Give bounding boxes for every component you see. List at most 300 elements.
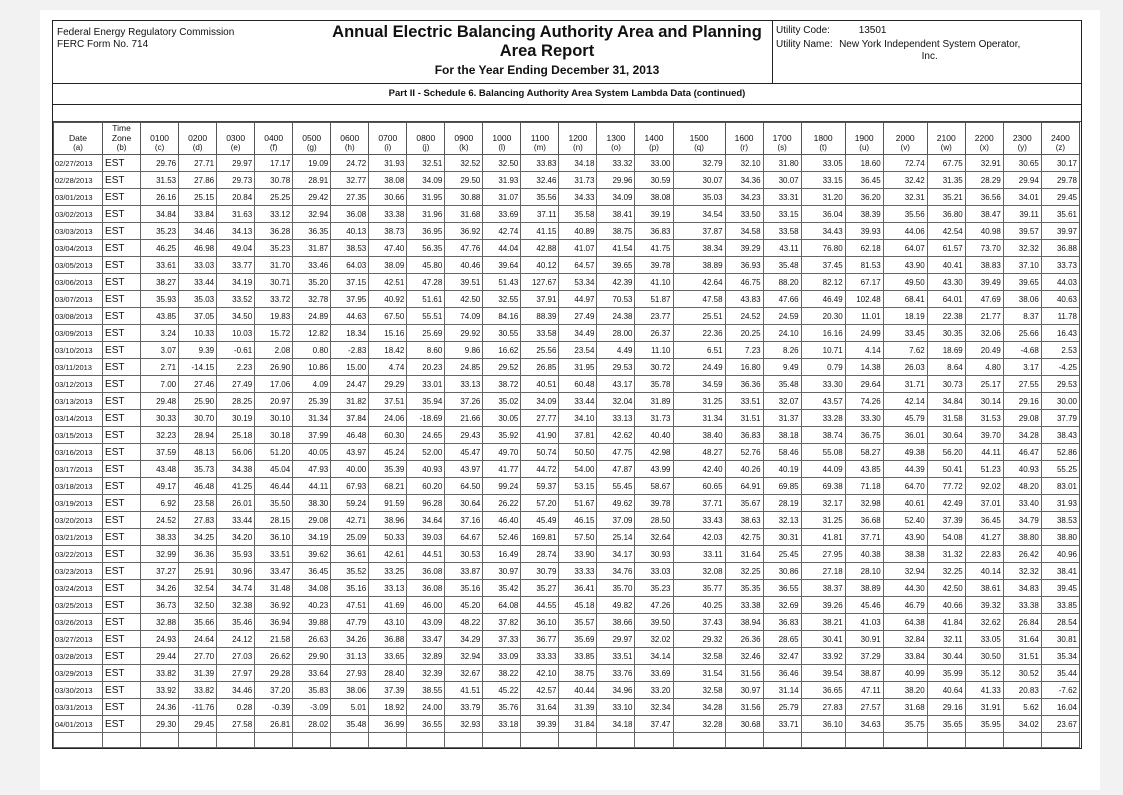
lambda-value-cell: 36.88 [1041,240,1079,257]
lambda-value-cell: 42.64 [673,274,725,291]
lambda-value-cell: 34.08 [293,580,331,597]
lambda-value-cell: 40.38 [845,546,883,563]
lambda-value-cell: 43.30 [927,274,965,291]
lambda-value-cell: 39.45 [1041,580,1079,597]
lambda-value-cell: 59.24 [331,495,369,512]
lambda-value-cell: 16.49 [483,546,521,563]
lambda-value-cell: 34.63 [845,716,883,733]
lambda-value-cell: 39.64 [483,257,521,274]
lambda-value-cell: 39.54 [801,665,845,682]
lambda-value-cell: 25.56 [521,342,559,359]
lambda-value-cell: 39.50 [635,614,673,631]
lambda-value-cell: 38.75 [597,223,635,240]
lambda-value-cell: 31.56 [725,665,763,682]
lambda-value-cell: 30.96 [217,563,255,580]
header-spacer [53,105,1081,122]
lambda-value-cell: 36.88 [369,631,407,648]
lambda-value-cell: 25.91 [179,563,217,580]
lambda-value-cell: 16.43 [1041,325,1079,342]
lambda-value-cell: 28.50 [635,512,673,529]
lambda-value-cell: 40.05 [293,444,331,461]
lambda-value-cell: 37.29 [845,648,883,665]
lambda-value-cell: 42.71 [331,512,369,529]
lambda-value-cell: 34.28 [1003,427,1041,444]
lambda-value-cell: 25.09 [331,529,369,546]
lambda-value-cell: 40.63 [1041,291,1079,308]
lambda-value-cell: 82.12 [801,274,845,291]
lambda-value-cell: 31.32 [927,546,965,563]
lambda-value-cell: 28.25 [217,393,255,410]
column-letter: (c) [154,143,165,152]
lambda-value-cell: 37.71 [673,495,725,512]
lambda-value-cell: 29.50 [445,172,483,189]
lambda-value-cell: 31.95 [407,189,445,206]
lambda-value-cell: 33.71 [763,716,801,733]
lambda-value-cell: 33.52 [217,291,255,308]
table-row [54,206,1080,223]
lambda-value-cell: 15.72 [255,325,293,342]
lambda-value-cell: 4.49 [597,342,635,359]
empty-cell [763,733,801,748]
lambda-value-cell: 41.25 [217,478,255,495]
lambda-value-cell: 36.75 [845,427,883,444]
lambda-value-cell: 33.77 [217,257,255,274]
lambda-value-cell: 38.41 [1041,563,1079,580]
date-cell: 03/14/2013 [54,410,103,427]
lambda-value-cell: 35.02 [483,393,521,410]
lambda-value-cell: 39.32 [965,597,1003,614]
empty-cell [725,733,763,748]
lambda-value-cell: 41.81 [801,529,845,546]
lambda-value-cell: 20.49 [965,342,1003,359]
lambda-value-cell: 26.01 [217,495,255,512]
lambda-value-cell: 37.10 [1003,257,1041,274]
lambda-value-cell: 29.92 [445,325,483,342]
lambda-value-cell: 38.08 [635,189,673,206]
time-zone-cell: EST [103,716,141,733]
time-zone-cell: EST [103,359,141,376]
lambda-value-cell: 36.10 [801,716,845,733]
lambda-value-cell: 44.97 [559,291,597,308]
lambda-value-cell: 33.58 [763,223,801,240]
lambda-value-cell: 33.44 [179,274,217,291]
lambda-value-cell: 33.30 [845,410,883,427]
utility-code-value: 13501 [858,25,887,36]
lambda-value-cell: 29.16 [927,699,965,716]
lambda-value-cell: 30.64 [927,427,965,444]
lambda-value-cell: -2.83 [331,342,369,359]
lambda-value-cell: 35.52 [331,563,369,580]
column-letter: (e) [230,143,241,152]
table-row [54,342,1080,359]
lambda-value-cell: 35.73 [179,461,217,478]
lambda-value-cell: 31.93 [1041,495,1079,512]
lambda-value-cell: 50.50 [559,444,597,461]
lambda-value-cell: 43.10 [369,614,407,631]
lambda-value-cell: 28.00 [597,325,635,342]
date-cell: 03/09/2013 [54,325,103,342]
lambda-value-cell: 12.82 [293,325,331,342]
lambda-value-cell: 26.63 [293,631,331,648]
date-cell: 03/19/2013 [54,495,103,512]
lambda-value-cell: 55.25 [1041,461,1079,478]
lambda-value-cell: 43.97 [445,461,483,478]
lambda-value-cell: 24.36 [141,699,179,716]
lambda-value-cell: 37.11 [521,206,559,223]
time-zone-cell: EST [103,291,141,308]
lambda-value-cell: 38.74 [801,427,845,444]
lambda-value-cell: 43.57 [801,393,845,410]
date-cell: 03/28/2013 [54,648,103,665]
time-zone-cell: EST [103,376,141,393]
lambda-value-cell: 37.45 [801,257,845,274]
lambda-value-cell: 27.58 [217,716,255,733]
lambda-value-cell: 36.01 [883,427,927,444]
lambda-value-cell: 50.41 [927,461,965,478]
lambda-value-cell: 27.70 [179,648,217,665]
lambda-value-cell: 34.38 [217,461,255,478]
lambda-value-cell: 33.28 [801,410,845,427]
lambda-value-cell: 34.19 [217,274,255,291]
lambda-value-cell: 36.93 [725,257,763,274]
column-header [407,123,445,155]
lambda-value-cell: 28.74 [521,546,559,563]
lambda-value-cell: 34.19 [293,529,331,546]
lambda-value-cell: 38.38 [883,546,927,563]
lambda-value-cell: 36.04 [801,206,845,223]
lambda-value-cell: 31.48 [255,580,293,597]
column-header [103,123,141,155]
lambda-value-cell: 25.14 [597,529,635,546]
lambda-value-cell: 169.81 [521,529,559,546]
lambda-value-cell: 24.52 [141,512,179,529]
column-header-row [54,123,1080,155]
lambda-value-cell: 5.01 [331,699,369,716]
lambda-value-cell: 38.20 [883,682,927,699]
lambda-value-cell: 47.75 [597,444,635,461]
lambda-value-cell: 32.32 [1003,563,1041,580]
lambda-value-cell: 30.72 [635,359,673,376]
lambda-value-cell: 33.83 [521,155,559,172]
lambda-value-cell: 48.20 [1003,478,1041,495]
lambda-value-cell: 53.34 [559,274,597,291]
lambda-value-cell: 38.40 [673,427,725,444]
lambda-value-cell: 40.89 [559,223,597,240]
lambda-value-cell: 51.43 [483,274,521,291]
lambda-data-table [53,122,1080,748]
lambda-value-cell: 33.05 [965,631,1003,648]
lambda-value-cell: 32.50 [483,155,521,172]
lambda-value-cell: 51.20 [255,444,293,461]
table-row [54,563,1080,580]
lambda-value-cell: 30.70 [179,410,217,427]
lambda-value-cell: 34.09 [521,393,559,410]
lambda-value-cell: 30.35 [927,325,965,342]
empty-cell [407,733,445,748]
time-zone-cell: EST [103,495,141,512]
lambda-value-cell: 48.22 [445,614,483,631]
lambda-value-cell: 37.84 [331,410,369,427]
lambda-value-cell: 30.41 [801,631,845,648]
lambda-value-cell: 39.65 [597,257,635,274]
time-zone-cell: EST [103,274,141,291]
lambda-value-cell: 38.73 [369,223,407,240]
lambda-value-cell: 34.10 [559,410,597,427]
lambda-value-cell: 61.57 [927,240,965,257]
lambda-value-cell: 30.86 [763,563,801,580]
lambda-value-cell: 35.48 [331,716,369,733]
lambda-value-cell: 34.20 [217,529,255,546]
lambda-value-cell: 38.53 [1041,512,1079,529]
time-zone-cell: EST [103,257,141,274]
lambda-value-cell: 36.68 [845,512,883,529]
lambda-value-cell: -18.69 [407,410,445,427]
lambda-value-cell: 30.88 [445,189,483,206]
lambda-value-cell: 44.72 [521,461,559,478]
lambda-value-cell: 57.50 [559,529,597,546]
lambda-value-cell: 31.25 [673,393,725,410]
lambda-value-cell: 38.53 [331,240,369,257]
table-row [54,308,1080,325]
lambda-value-cell: 2.08 [255,342,293,359]
table-row [54,529,1080,546]
lambda-value-cell: 40.19 [763,461,801,478]
lambda-value-cell: 25.90 [179,393,217,410]
lambda-value-cell: 26.37 [635,325,673,342]
lambda-value-cell: 68.41 [883,291,927,308]
lambda-value-cell: 31.34 [673,410,725,427]
lambda-value-cell: 37.47 [635,716,673,733]
date-cell: 03/18/2013 [54,478,103,495]
lambda-value-cell: 24.72 [331,155,369,172]
lambda-value-cell: 37.81 [559,427,597,444]
lambda-value-cell: 32.84 [883,631,927,648]
time-zone-cell: EST [103,325,141,342]
lambda-value-cell: 42.03 [673,529,725,546]
column-header [763,123,801,155]
table-row [54,478,1080,495]
lambda-value-cell: 33.51 [255,546,293,563]
lambda-value-cell: 23.54 [559,342,597,359]
lambda-value-cell: 32.08 [673,563,725,580]
lambda-value-cell: 31.71 [883,376,927,393]
date-cell: 03/25/2013 [54,597,103,614]
lambda-value-cell: 34.96 [597,682,635,699]
lambda-value-cell: 29.43 [445,427,483,444]
lambda-value-cell: 26.90 [255,359,293,376]
lambda-value-cell: 39.65 [1003,274,1041,291]
lambda-value-cell: 57.20 [521,495,559,512]
lambda-value-cell: 35.66 [179,614,217,631]
column-label: 1200 [568,133,588,143]
lambda-value-cell: 4.14 [845,342,883,359]
lambda-value-cell: 38.09 [369,257,407,274]
date-cell: 03/24/2013 [54,580,103,597]
lambda-value-cell: 19.09 [293,155,331,172]
column-label: 1600 [734,133,754,143]
lambda-value-cell: 45.18 [559,597,597,614]
table-row [54,291,1080,308]
lambda-value-cell: 34.54 [673,206,725,223]
lambda-value-cell: 26.16 [141,189,179,206]
lambda-value-cell: 46.00 [407,597,445,614]
empty-cell [483,733,521,748]
lambda-value-cell: 43.97 [331,444,369,461]
time-zone-cell: EST [103,699,141,716]
lambda-value-cell: 26.22 [483,495,521,512]
lambda-value-cell: 32.94 [445,648,483,665]
lambda-value-cell: 32.52 [445,155,483,172]
lambda-value-cell: 42.39 [597,274,635,291]
lambda-value-cell: 46.47 [1003,444,1041,461]
lambda-value-cell: 29.16 [1003,393,1041,410]
empty-cell [54,733,103,748]
report-title-line1: Annual Electric Balancing Authority Area and Planning [332,23,762,41]
lambda-value-cell: 29.42 [293,189,331,206]
lambda-value-cell: 25.45 [763,546,801,563]
lambda-value-cell: 24.47 [331,376,369,393]
lambda-value-cell: 33.45 [883,325,927,342]
lambda-value-cell: 33.15 [801,172,845,189]
column-header [483,123,521,155]
lambda-value-cell: 36.55 [763,580,801,597]
lambda-value-cell: 35.56 [521,189,559,206]
lambda-value-cell: 45.49 [521,512,559,529]
lambda-value-cell: 35.46 [217,614,255,631]
column-label: 1700 [772,133,792,143]
lambda-value-cell: 31.93 [483,172,521,189]
table-row [54,410,1080,427]
lambda-value-cell: 32.07 [763,393,801,410]
lambda-value-cell: 36.95 [407,223,445,240]
lambda-value-cell: 67.93 [331,478,369,495]
lambda-value-cell: 33.15 [763,206,801,223]
lambda-value-cell: 38.33 [141,529,179,546]
lambda-value-cell: 42.50 [927,580,965,597]
lambda-value-cell: 64.07 [883,240,927,257]
lambda-value-cell: 29.53 [597,359,635,376]
lambda-value-cell: 35.78 [635,376,673,393]
lambda-value-cell: 72.74 [883,155,927,172]
empty-cell [217,733,255,748]
empty-cell [965,733,1003,748]
lambda-value-cell: 33.61 [141,257,179,274]
lambda-value-cell: 30.78 [255,172,293,189]
column-label: 0500 [302,133,322,143]
lambda-value-cell: 68.21 [369,478,407,495]
lambda-value-cell: 40.40 [635,427,673,444]
time-zone-cell: EST [103,631,141,648]
lambda-value-cell: 30.73 [927,376,965,393]
lambda-value-cell: 29.97 [597,631,635,648]
lambda-value-cell: 19.83 [255,308,293,325]
lambda-value-cell: 48.13 [179,444,217,461]
lambda-value-cell: 43.11 [763,240,801,257]
column-header [801,123,845,155]
lambda-value-cell: 35.99 [927,665,965,682]
lambda-value-cell: 30.17 [1041,155,1079,172]
lambda-value-cell: 28.94 [179,427,217,444]
lambda-value-cell: 42.14 [883,393,927,410]
lambda-value-cell: 30.64 [445,495,483,512]
lambda-value-cell: 40.61 [883,495,927,512]
lambda-value-cell: 50.33 [369,529,407,546]
lambda-value-cell: 36.92 [445,223,483,240]
lambda-value-cell: 40.25 [673,597,725,614]
lambda-value-cell: 38.63 [725,512,763,529]
lambda-value-cell: 33.43 [673,512,725,529]
lambda-value-cell: 46.48 [331,427,369,444]
lambda-value-cell: 30.31 [763,529,801,546]
lambda-value-cell: 39.78 [635,257,673,274]
lambda-value-cell: 47.40 [369,240,407,257]
lambda-value-cell: 45.04 [255,461,293,478]
lambda-value-cell: 55.08 [801,444,845,461]
lambda-value-cell: 40.12 [521,257,559,274]
column-header [927,123,965,155]
lambda-value-cell: 31.39 [559,699,597,716]
lambda-value-cell: 27.35 [331,189,369,206]
lambda-value-cell: 30.55 [483,325,521,342]
lambda-value-cell: 30.44 [927,648,965,665]
lambda-value-cell: 46.98 [179,240,217,257]
empty-cell [559,733,597,748]
lambda-value-cell: 30.81 [1041,631,1079,648]
lambda-value-cell: 29.28 [255,665,293,682]
lambda-value-cell: 29.53 [1041,376,1079,393]
report-form [52,20,1082,749]
lambda-value-cell: 32.47 [763,648,801,665]
date-cell: 02/27/2013 [54,155,103,172]
column-header [521,123,559,155]
lambda-value-cell: 30.71 [255,274,293,291]
lambda-value-cell: 64.38 [883,614,927,631]
date-cell: 03/12/2013 [54,376,103,393]
lambda-value-cell: 36.61 [331,546,369,563]
time-zone-cell: EST [103,580,141,597]
lambda-value-cell: 36.94 [255,614,293,631]
lambda-value-cell: 32.62 [965,614,1003,631]
form-page [40,10,1100,790]
column-letter: (v) [900,143,910,152]
lambda-value-cell: 81.53 [845,257,883,274]
lambda-value-cell: 60.30 [369,427,407,444]
lambda-value-cell: 33.11 [673,546,725,563]
lambda-value-cell: 30.66 [369,189,407,206]
lambda-value-cell: 0.80 [293,342,331,359]
lambda-value-cell: 31.64 [725,546,763,563]
lambda-value-cell: 8.26 [763,342,801,359]
lambda-value-cell: 25.17 [965,376,1003,393]
lambda-value-cell: 92.02 [965,478,1003,495]
lambda-value-cell: 37.15 [331,274,369,291]
lambda-value-cell: 33.05 [801,155,845,172]
lambda-value-cell: 35.44 [1041,665,1079,682]
lambda-value-cell: 35.39 [369,461,407,478]
column-label: 0600 [340,133,360,143]
lambda-value-cell: 34.26 [331,631,369,648]
lambda-value-cell: 31.20 [801,189,845,206]
time-zone-cell: EST [103,240,141,257]
lambda-value-cell: 30.68 [725,716,763,733]
lambda-value-cell: 56.06 [217,444,255,461]
lambda-value-cell: 35.03 [179,291,217,308]
column-letter: (u) [859,143,870,152]
lambda-value-cell: 77.72 [927,478,965,495]
lambda-value-cell: 47.93 [293,461,331,478]
lambda-value-cell: 38.47 [965,206,1003,223]
date-cell: 03/13/2013 [54,393,103,410]
